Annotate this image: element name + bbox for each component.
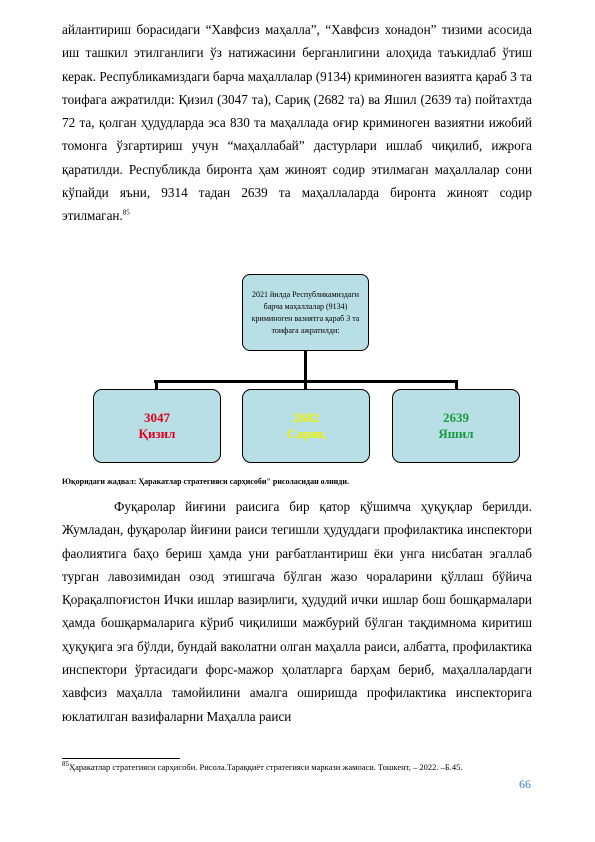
body-paragraph-1: айлантириш борасидаги “Хавфсиз маҳалла”, “Хавфсиз хонадон” тизими асосида иш ташкил этилганлиги ўз натижасини берганлигини алоҳида таъкидлаб ўтиш керак. Республикамиздаги барча маҳаллалар (9134) криминоген вазиятга қараб 3 та тоифага ажратилди: Қизил (3047 та), Сариқ (2682 та) ва Яшил (2639 та) пойтахтда 72 та, қолган ҳудудларда эса 830 та маҳаллада оғир криминоген вазиятни ижобий томонга ўзгартириш учун “маҳаллабай” дастурлари ишлаб чиқилиб, ижрога қаратилди. Республикда биронта ҳам жиноят содир этилмаган маҳаллалар сони кўпайди яъни, 9314 тадан 2639 та маҳаллаларда биронта жиноят содир этилмаган.$^{85}$ <box>62 22 532 224</box>
page-number: 66 <box>519 777 531 791</box>
green-label: Яшил <box>438 426 474 441</box>
green-count: 2639 <box>443 410 469 425</box>
red-label: Қизил <box>138 426 176 441</box>
footnote: $^{85}$Ҳаракатлар стратегияси сарҳисоби. Рисола.Тараққиёт стратегияси маркази жамоаси. Тошкент, – 2022. –Б.45. <box>62 760 463 772</box>
connector-vertical <box>304 351 307 382</box>
footnote-divider <box>62 758 180 759</box>
diagram-source-note: Юқоридаги жадвал: Ҳаракатлар стратегияси сарҳисоби" рисоласидан олинди. <box>62 477 349 486</box>
footnote-ref-85[interactable]: 85 <box>122 208 130 217</box>
category-box-yellow <box>242 389 370 463</box>
body-paragraph-2: Фуқаролар йиғини раисига бир қатор қўшимча ҳуқуқлар берилди. Жумладан, фуқаролар йиғини раиси тегишли ҳудуддаги профилактика инспектори фаолиятига баҳо бериш ҳамда уни рағбатлантириш ёки унга нисбатан эгаллаб турган лавозимидан озод этишгача бўлган жазо чораларини қўллаш бўйича Қорақалпоғистон Ички ишлар вазирлиги, ҳудудий ички ишлар бош бошқармалари ҳамда бошқармаларига кўриб чиқилиши мажбурий бўлган тақдимнома киритиш ҳуқуқига эга бўлди, бундай ваколатни олган маҳалла раиси, албатта, профилактика инспектори ўртасидаги форс-мажор ҳолатларга барҳам бериб, маҳаллалардаги хавфсиз маҳалла тамойилини амалга оширишда профилактика инспекторига юклатилган вазифаларни Маҳалла раиси <box>62 499 532 724</box>
red-count: 3047 <box>144 410 170 425</box>
diagram-top-box: 2021 йилда Республикамиздаги барча маҳаллалар (9134) криминоген вазиятга қараб 3 та тоифага ажратилди: <box>242 274 369 351</box>
yellow-label: Сариқ <box>286 426 326 441</box>
category-box-red <box>93 389 221 463</box>
yellow-count: 2682 <box>293 410 319 425</box>
footnote-marker: 85 <box>62 760 69 769</box>
category-box-green <box>392 389 520 463</box>
